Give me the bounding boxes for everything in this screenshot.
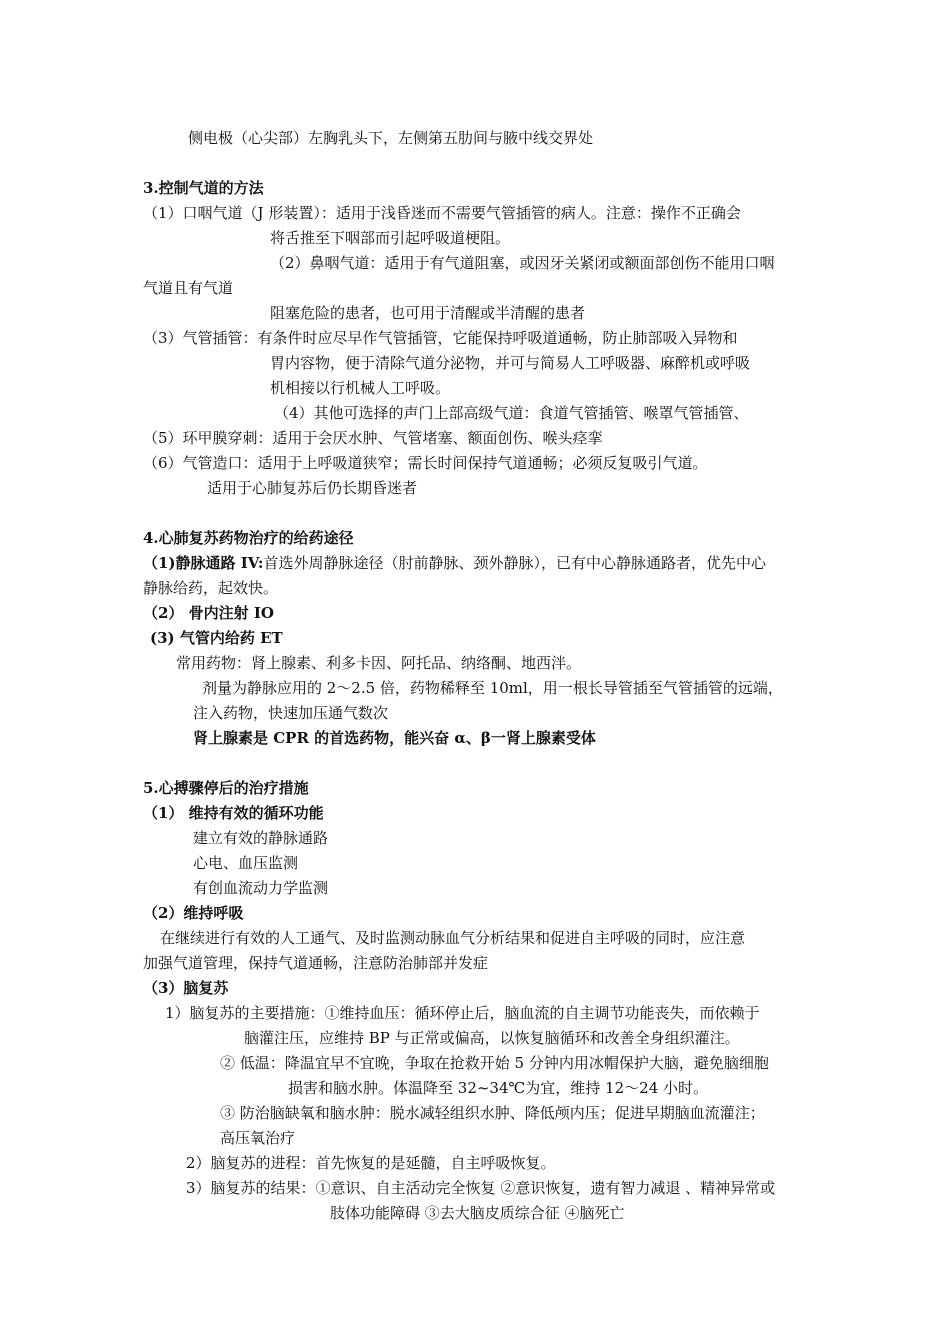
text-line: （1）口咽气道（J 形装置）：适用于浅昏迷而不需要气管插管的病人。注意：操作不正确会	[143, 204, 741, 222]
text-line: 在继续进行有效的人工通气、及时监测动脉血气分析结果和促进自主呼吸的同时，应注意	[160, 929, 746, 947]
text-line: （5）环甲膜穿刺：适用于会厌水肿、气管堵塞、额面创伤、喉头痉挛	[143, 429, 603, 447]
subheading: （1） 维持有效的循环功能	[143, 804, 324, 822]
text-line: 2）脑复苏的进程：首先恢复的是延髓，自主呼吸恢复。	[186, 1154, 556, 1172]
subheading: （2） 骨内注射 IO	[143, 604, 274, 622]
text-line: 肢体功能障碍 ③去大脑皮质综合征 ④脑死亡	[330, 1204, 625, 1222]
text-line: 胃内容物，便于清除气道分泌物，并可与简易人工呼吸器、麻醉机或呼吸	[270, 354, 751, 372]
bold-label: （1)静脉通路 IV:	[143, 554, 264, 572]
text-line: 损害和脑水肿。体温降至 32~34℃为宜，维持 12～24 小时。	[288, 1079, 709, 1097]
text-line: 有创血流动力学监测	[193, 879, 329, 897]
text-line: 气道且有气道	[143, 279, 234, 297]
text-line: 剂量为静脉应用的 2～2.5 倍，药物稀释至 10ml，用一根长导管插至气管插管的远端，	[202, 679, 783, 697]
section-heading: 3.控制气道的方法	[143, 179, 264, 197]
text-line: 高压氧治疗	[220, 1129, 296, 1147]
text-line: ③ 防治脑缺氧和脑水肿：脱水减轻组织水肿、降低颅内压；促进早期脑血流灌注；	[220, 1104, 765, 1122]
text-line: 建立有效的静脉通路	[193, 829, 329, 847]
text-line: 心电、血压监测	[193, 854, 299, 872]
subheading: (3) 气管内给药 ET	[150, 629, 283, 647]
text-line: 1）脑复苏的主要措施：①维持血压：循环停止后，脑血流的自主调节功能丧失，而依赖于	[165, 1004, 760, 1022]
text-line: 阻塞危险的患者，也可用于清醒或半清醒的患者	[270, 304, 586, 322]
section-heading: 5.心搏骤停后的治疗措施	[143, 779, 309, 797]
text-span: 首选外周静脉途径（肘前静脉、颈外静脉），已有中心静脉通路者，优先中心	[263, 554, 766, 572]
text-line: ② 低温：降温宜早不宜晚，争取在抢救开始 5 分钟内用冰帽保护大脑，避免脑细胞	[220, 1054, 769, 1072]
subheading: （2）维持呼吸	[143, 904, 244, 922]
subheading: （3）脑复苏	[143, 979, 229, 997]
text-line: 脑灌注压，应维持 BP 与正常或偏高，以恢复脑循环和改善全身组织灌注。	[244, 1029, 740, 1047]
text-line: 侧电极（心尖部）左胸乳头下，左侧第五肋间与腋中线交界处	[188, 129, 594, 147]
text-line: 加强气道管理，保持气道通畅，注意防治肺部并发症	[143, 954, 489, 972]
text-line: 将舌推至下咽部而引起呼吸道梗阻。	[270, 229, 511, 247]
text-line: （6）气管造口：适用于上呼吸道狭窄；需长时间保持气道通畅；必须反复吸引气道。	[143, 454, 708, 472]
text-line: （3）气管插管：有条件时应尽早作气管插管，它能保持呼吸道通畅，防止肺部吸入异物和	[143, 329, 738, 347]
text-line: 注入药物，快速加压通气数次	[193, 704, 389, 722]
text-line: （4）其他可选择的声门上部高级气道：食道气管插管、喉罩气管插管、	[274, 404, 749, 422]
text-line: 常用药物：肾上腺素、利多卡因、阿托品、纳络酮、地西泮。	[176, 654, 582, 672]
text-line: 适用于心肺复苏后仍长期昏迷者	[207, 479, 418, 497]
text-line: 机相接以行机械人工呼吸。	[270, 379, 451, 397]
text-line: 静脉给药，起效快。	[143, 579, 279, 597]
section-heading: 4.心肺复苏药物治疗的给药途径	[143, 529, 354, 547]
text-line: （2）鼻咽气道：适用于有气道阻塞，或因牙关紧闭或额面部创伤不能用口咽	[270, 254, 775, 272]
text-line	[143, 553, 766, 573]
text-line: 3）脑复苏的结果：①意识、自主活动完全恢复 ②意识恢复，遗有智力减退 、精神异常或	[186, 1179, 776, 1197]
emphasis-line: 肾上腺素是 CPR 的首选药物，能兴奋 α、β一肾上腺素受体	[193, 729, 596, 747]
